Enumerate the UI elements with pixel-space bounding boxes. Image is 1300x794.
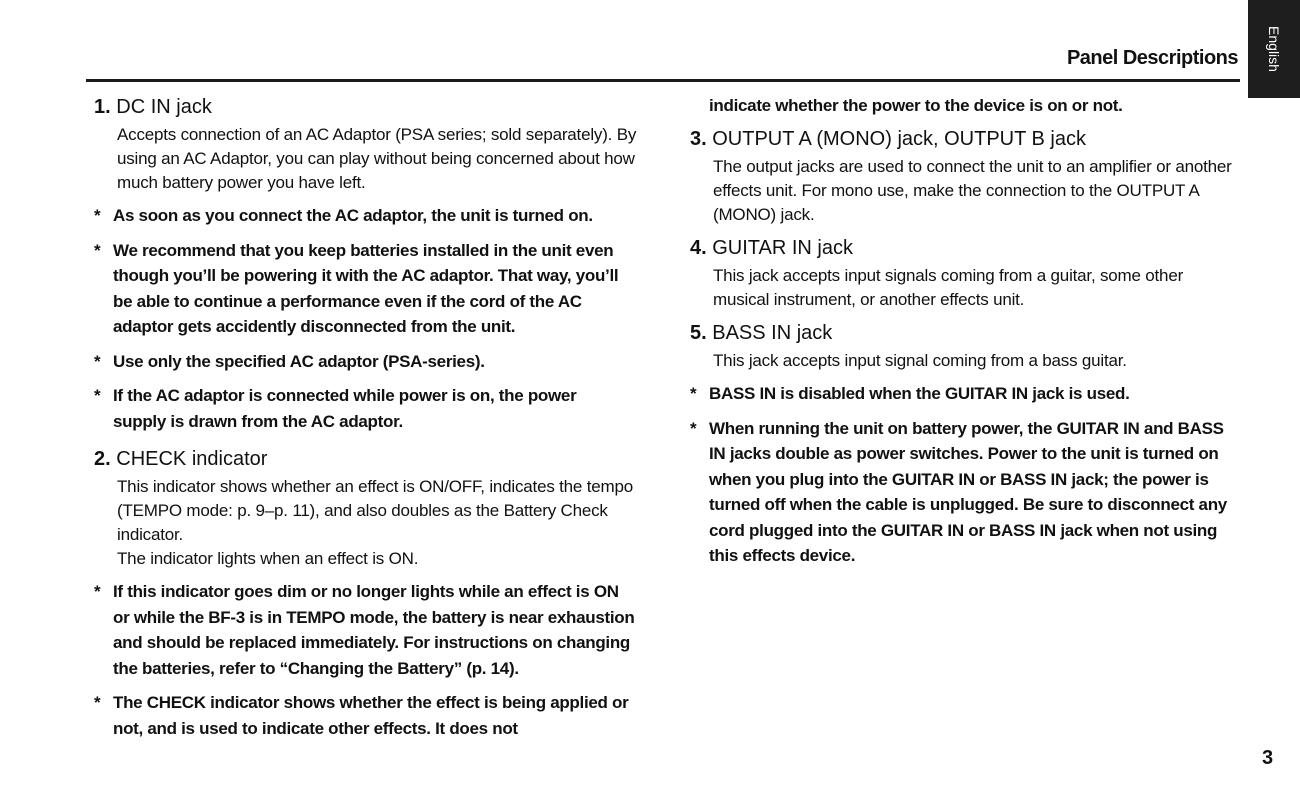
note-marker: * [94,582,101,601]
page-title: Panel Descriptions [1066,47,1238,69]
note-marker: * [94,351,101,371]
section-body: This jack accepts input signal coming from a bass guitar. [713,351,1127,370]
left-column [94,94,654,750]
note-text: BASS IN is disabled when the GUITAR IN jack is used. [709,384,1130,403]
page-number: 3 [1262,747,1274,769]
note-text: The CHECK indicator shows whether the effect is being applied or not, and is used to indicate other effects. It does not [113,693,629,738]
section-heading [690,235,1250,261]
section-title: CHECK indicator [116,448,268,470]
section-heading [690,320,1250,346]
section-number: 2. [94,448,111,470]
section-number: 1. [94,96,111,118]
section-bass-in-jack [690,320,1250,569]
section-title: BASS IN jack [712,322,833,344]
note [94,383,654,434]
note [94,690,654,741]
note [94,203,654,229]
note-text: If the AC adaptor is connected while power is on, the power supply is drawn from the AC adaptor. [113,386,577,431]
section-check-indicator [94,446,654,741]
note-text: As soon as you connect the AC adaptor, the unit is turned on. [113,206,593,225]
section-heading [94,94,654,120]
note-text: If this indicator goes dim or no longer lights while an effect is ON or while the BF-3 is in TEMPO mode, the battery is near exhaustion and should be replaced immediately. For instructions on changing the batteries, refer to “Changing the Battery” (p. 14). [113,582,635,678]
language-tab-label: English [1266,26,1282,72]
note-marker: * [94,206,101,225]
section-body: The indicator lights when an effect is ON. [117,549,419,568]
section-output-jacks [690,126,1250,227]
section-number: 5. [690,322,707,344]
right-column [690,94,1250,578]
section-title: OUTPUT A (MONO) jack, OUTPUT B jack [712,128,1086,150]
section-body: This indicator shows whether an effect is ON/OFF, indicates the tempo (TEMPO mode: p. 9–p. 11), and also doubles as the Battery Check indicator. [117,477,633,544]
section-title: DC IN jack [116,96,212,118]
section-number: 4. [690,237,707,259]
note-text: We recommend that you keep batteries installed in the unit even though you’ll be powering it with the AC adaptor. That way, you’ll be able to continue a performance even if the cord of the AC adaptor gets accidently disconnected from the unit. [113,240,619,336]
note-text: Use only the specified AC adaptor (PSA-series). [113,351,485,371]
note-marker: * [94,240,101,260]
note-marker: * [94,386,101,405]
section-body: The output jacks are used to connect the unit to an amplifier or another effects unit. For mono use, make the connection to the OUTPUT A (MONO) jack. [713,157,1232,224]
section-body: Accepts connection of an AC Adaptor (PSA series; sold separately). By using an AC Adaptor, you can play without being concerned about how much battery power you have left. [117,125,637,192]
section-dc-in-jack [94,94,654,434]
section-heading [94,446,654,472]
section-number: 3. [690,128,707,150]
note-text: When running the unit on battery power, the GUITAR IN and BASS IN jacks double as power switches. Power to the unit is turned on when you plug into the GUITAR IN or BASS IN jack; the power is turned off when the cable is unplugged. Be sure to disconnect any cord plugged into the GUITAR IN or BASS IN jack when not using this effects device. [709,418,1227,565]
note [690,381,1250,407]
note-marker: * [94,693,101,712]
header-rule [86,79,1240,82]
note [94,238,654,340]
language-tab [1248,0,1300,98]
note [690,416,1250,569]
section-title: GUITAR IN jack [712,237,854,259]
note [94,579,654,681]
note-marker: * [690,384,697,403]
section-body: This jack accepts input signals coming from a guitar, some other musical instrument, or another effects unit. [713,266,1184,309]
section-guitar-in-jack [690,235,1250,312]
section-heading [690,126,1250,152]
continued-note-text: indicate whether the power to the device is on or not. [709,96,1123,115]
note [94,349,654,375]
note-marker: * [690,418,697,438]
